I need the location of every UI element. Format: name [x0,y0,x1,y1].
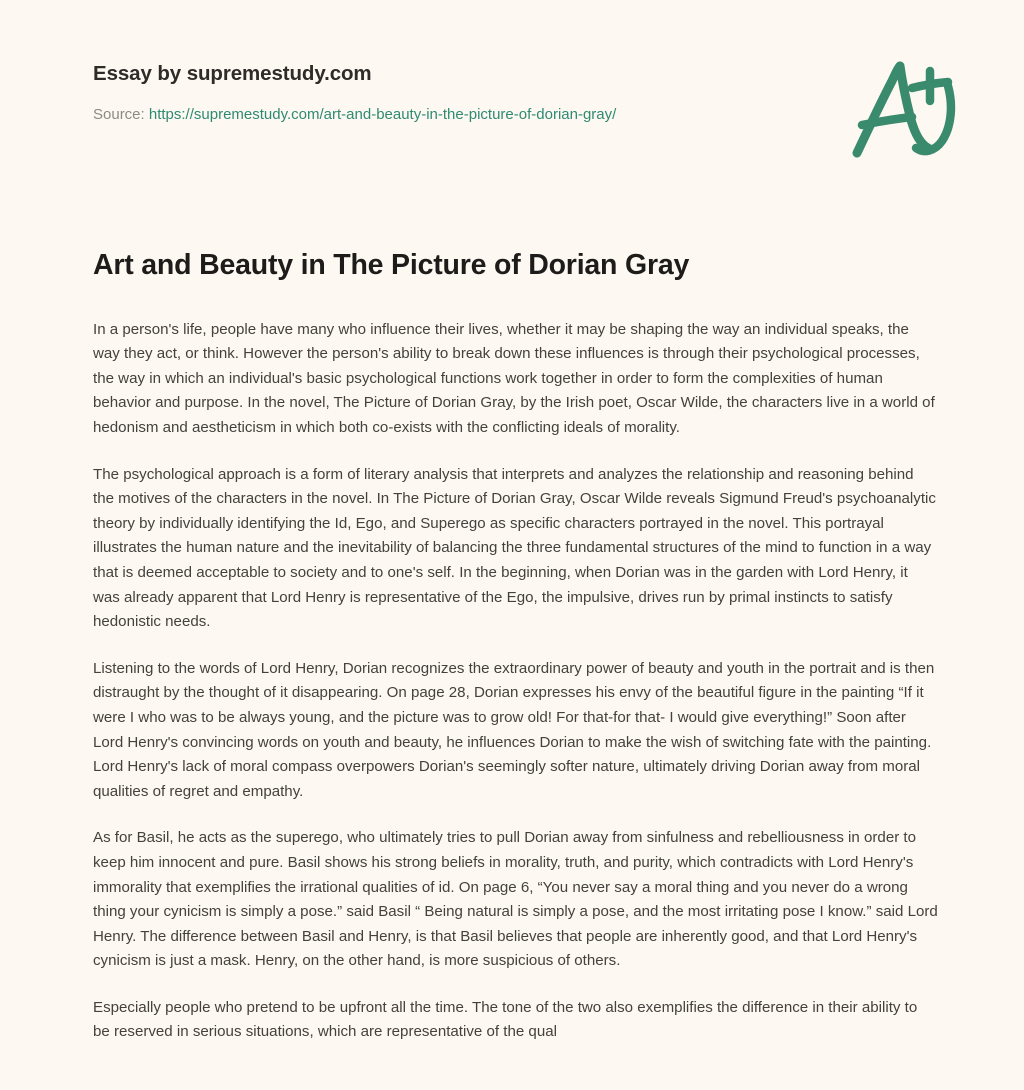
page-header [0,0,1024,190]
paragraph: Especially people who pretend to be upfront all the time. The tone of the two also exemplifies the difference in their ability to be reserved in serious situations, which are representative of the qual [93,998,918,1041]
source-label: Source: [93,105,145,123]
source-line [93,106,793,124]
a-plus-logo-icon [840,52,962,168]
paragraph: In a person's life, people have many who influence their lives, whether it may be shaping the way an individual speaks, the way they act, or think. However the person's ability to break down these influences is through their psychological processes, the way in which an individual's basic psychological functions work together in order to form the complexities of human behavior and purpose. In the novel, The Picture of Dorian Gray, by the Irish poet, Oscar Wilde, the characters live in a world of hedonism and aestheticism in which both co-exists with the conflicting ideals of morality. [93,320,935,436]
essay-attribution: Essay by supremestudy.com [93,62,372,85]
paragraph: As for Basil, he acts as the superego, who ultimately tries to pull Dorian away from sinfulness and rebelliousness in order to keep him innocent and pure. Basil shows his strong beliefs in morality, truth, and purity, which contradicts with Lord Henry's immorality that exemplifies the irrational qualities of id. On page 6, “You never say a moral thing and you never do a wrong thing your cynicism is simply a pose.” said Basil “ Being natural is simply a pose, and the most irritating pose I know.” said Lord Henry. The difference between Basil and Henry, is that Basil believes that people are inherently good, and that Lord Henry's cynicism is just a mask. Henry, on the other hand, is more suspicious of others. [93,829,938,970]
a-plus-logo[interactable] [840,52,962,168]
page-title: Art and Beauty in The Picture of Dorian Gray [93,249,690,281]
article-body [93,318,938,1045]
paragraph: The psychological approach is a form of literary analysis that interprets and analyzes the relationship and reasoning behind the motives of the characters in the novel. In The Picture of Dorian Gray, Oscar Wilde reveals Sigmund Freud's psychoanalytic theory by individually identifying the Id, Ego, and Superego as specific characters portrayed in the novel. This portrayal illustrates the human nature and the inevitability of balancing the three fundamental structures of the mind to function in a way that is deemed acceptable to society and to one's self. In the beginning, when Dorian was in the garden with Lord Henry, it was already apparent that Lord Henry is representative of the Ego, the impulsive, drives run by primal instincts to satisfy hedonistic needs. [93,465,936,631]
header-text-block [93,62,793,124]
paragraph: Listening to the words of Lord Henry, Dorian recognizes the extraordinary power of beauty and youth in the portrait and is then distraught by the thought of it disappearing. On page 28, Dorian expresses his envy of the beautiful figure in the painting “If it were I who was to be always young, and the picture was to grow old! For that-for that- I would give everything!” Soon after Lord Henry's convincing words on youth and beauty, he influences Dorian to make the wish of switching fate with the painting. Lord Henry's lack of moral compass overpowers Dorian's seemingly softer nature, ultimately driving Dorian away from moral qualities of regret and empathy. [93,659,935,800]
article [93,248,938,1045]
source-url-link[interactable]: https://supremestudy.com/art-and-beauty-in-the-picture-of-dorian-gray/ [148,105,617,123]
